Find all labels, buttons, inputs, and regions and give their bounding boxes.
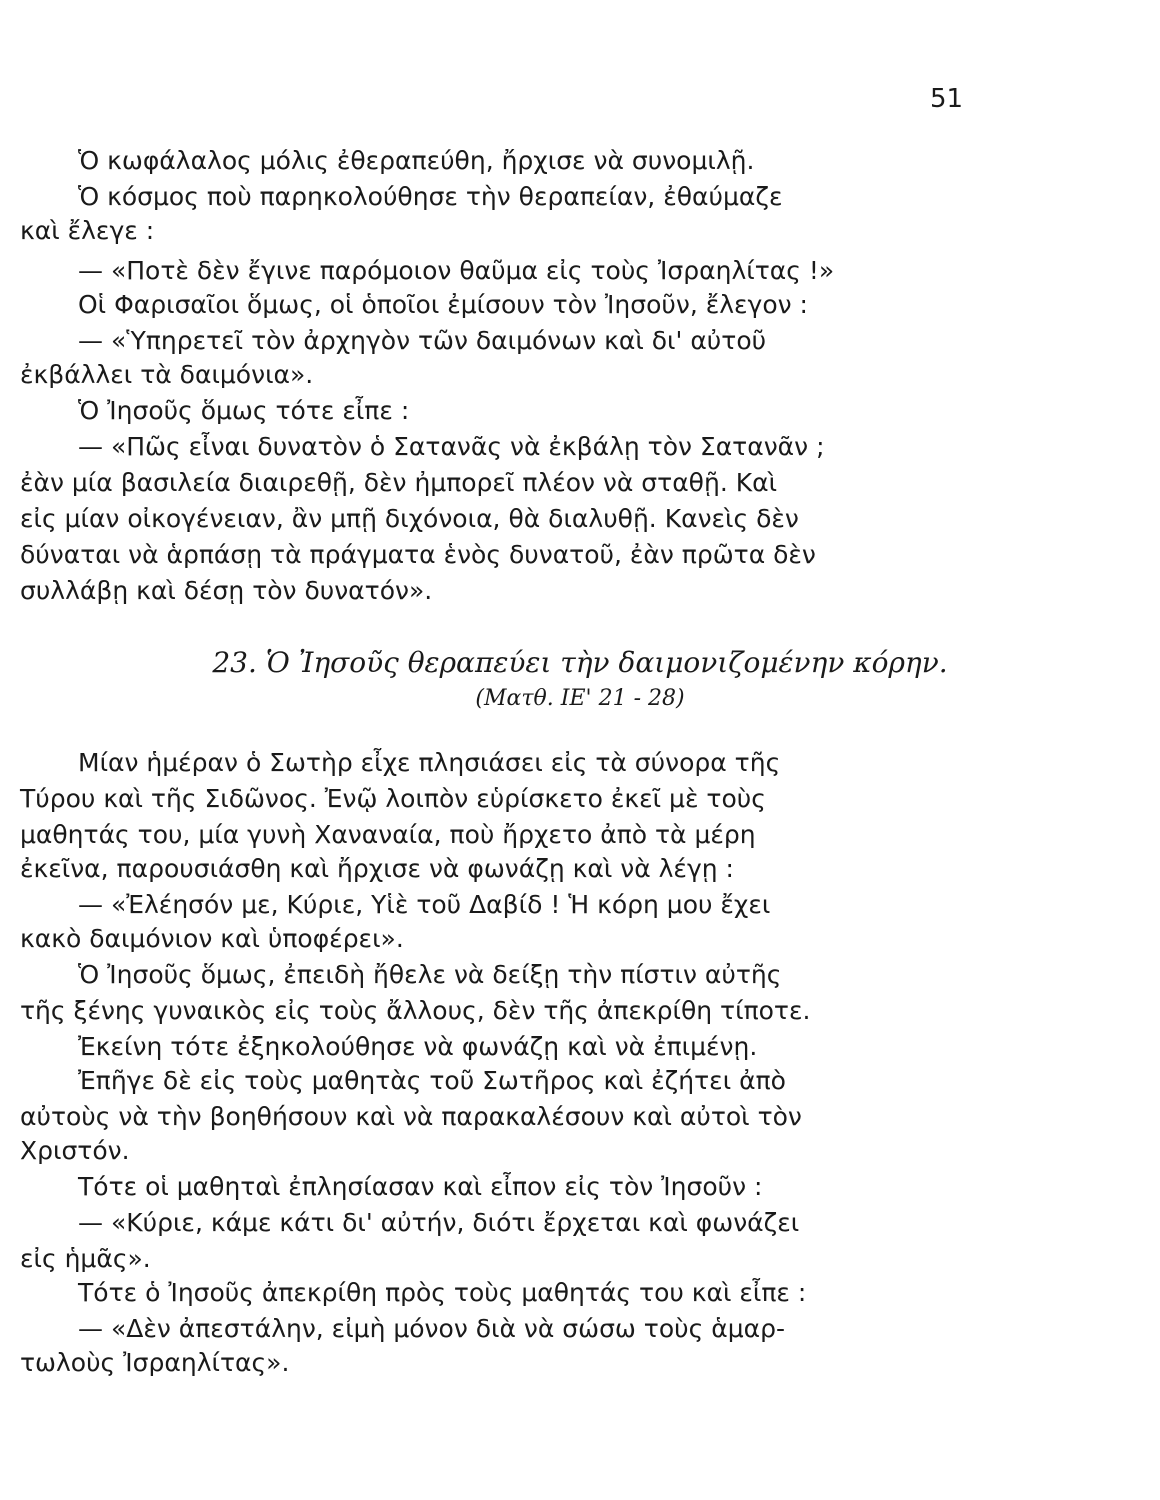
text-line: Τότε οἱ μαθηταὶ ἐπλησίασαν καὶ εἶπον εἰς τὸν Ἰησοῦν : xyxy=(78,1172,763,1201)
text-line: κακὸ δαιμόνιον καὶ ὑποφέρει». xyxy=(20,924,404,953)
text-line: αὐτοὺς νὰ τὴν βοηθήσουν καὶ νὰ παρακαλέσουν καὶ αὐτοὶ τὸν xyxy=(20,1102,802,1131)
text-line: ἐὰν μία βασιλεία διαιρεθῇ, δὲν ἠμπορεῖ πλέον νὰ σταθῇ. Καὶ xyxy=(20,468,778,497)
text-line: μαθητάς του, μία γυνὴ Χαναναία, ποὺ ἤρχετο ἀπὸ τὰ μέρη xyxy=(20,820,756,849)
text-line: εἰς μίαν οἰκογένειαν, ἂν μπῇ διχόνοια, θὰ διαλυθῇ. Κανεὶς δὲν xyxy=(20,504,799,533)
section-title: 23. Ὁ Ἰησοῦς θεραπεύει τὴν δαιμονιζομένην κόρην. xyxy=(212,646,948,679)
text-line: τῆς ξένης γυναικὸς εἰς τοὺς ἄλλους, δὲν τῆς ἀπεκρίθη τίποτε. xyxy=(20,996,811,1025)
text-line: Χριστόν. xyxy=(20,1136,130,1165)
text-line: Ὁ κόσμος ποὺ παρηκολούθησε τὴν θεραπείαν, ἐθαύμαζε xyxy=(78,182,783,211)
text-line: — «Δὲν ἀπεστάλην, εἰμὴ μόνον διὰ νὰ σώσω τοὺς ἁμαρ- xyxy=(78,1314,785,1343)
text-line: — «Πῶς εἶναι δυνατὸν ὁ Σατανᾶς νὰ ἐκβάλῃ τὸν Σατανᾶν ; xyxy=(78,432,825,461)
text-line: εἰς ἡμᾶς». xyxy=(20,1244,151,1273)
page-number: 51 xyxy=(930,84,964,114)
text-line: — «Ἐλέησόν με, Κύριε, Υἱὲ τοῦ Δαβίδ ! Ἡ κόρη μου ἔχει xyxy=(78,890,771,919)
text-line: Οἱ Φαρισαῖοι ὅμως, οἱ ὁποῖοι ἐμίσουν τὸν Ἰησοῦν, ἔλεγον : xyxy=(78,290,808,319)
text-line: δύναται νὰ ἁρπάσῃ τὰ πράγματα ἑνὸς δυνατοῦ, ἐὰν πρῶτα δὲν xyxy=(20,540,816,569)
text-line: Τύρου καὶ τῆς Σιδῶνος. Ἐνῷ λοιπὸν εὑρίσκετο ἐκεῖ μὲ τοὺς xyxy=(20,784,766,813)
text-line: καὶ ἔλεγε : xyxy=(20,216,155,245)
text-line: ἐκεῖνα, παρουσιάσθη καὶ ἤρχισε νὰ φωνάζῃ καὶ νὰ λέγῃ : xyxy=(20,854,734,883)
text-line: συλλάβῃ καὶ δέσῃ τὸν δυνατόν». xyxy=(20,576,433,605)
text-line: — «Ὑπηρετεῖ τὸν ἀρχηγὸν τῶν δαιμόνων καὶ δι' αὐτοῦ xyxy=(78,326,767,355)
text-line: Ὁ κωφάλαλος μόλις ἐθεραπεύθη, ἤρχισε νὰ συνομιλῇ. xyxy=(78,146,755,175)
section-reference: (Ματθ. ΙΕ' 21 - 28) xyxy=(475,686,685,711)
text-line: Ἐκείνη τότε ἐξηκολούθησε νὰ φωνάζῃ καὶ νὰ ἐπιμένῃ. xyxy=(78,1032,758,1061)
text-line: Τότε ὁ Ἰησοῦς ἀπεκρίθη πρὸς τοὺς μαθητάς του καὶ εἶπε : xyxy=(78,1278,807,1307)
text-line: — «Ποτὲ δὲν ἔγινε παρόμοιον θαῦμα εἰς τοὺς Ἰσραηλίτας !» xyxy=(78,256,835,285)
text-line: Ὁ Ἰησοῦς ὅμως, ἐπειδὴ ἤθελε νὰ δείξῃ τὴν πίστιν αὐτῆς xyxy=(78,960,782,989)
text-line: Μίαν ἡμέραν ὁ Σωτὴρ εἶχε πλησιάσει εἰς τὰ σύνορα τῆς xyxy=(78,748,781,777)
text-line: — «Κύριε, κάμε κάτι δι' αὐτήν, διότι ἔρχεται καὶ φωνάζει xyxy=(78,1208,800,1237)
text-line: ἐκβάλλει τὰ δαιμόνια». xyxy=(20,360,314,389)
text-line: τωλοὺς Ἰσραηλίτας». xyxy=(20,1348,290,1377)
text-line: Ὁ Ἰησοῦς ὅμως τότε εἶπε : xyxy=(78,396,410,425)
text-line: Ἐπῆγε δὲ εἰς τοὺς μαθητὰς τοῦ Σωτῆρος καὶ ἐζήτει ἀπὸ xyxy=(78,1066,786,1095)
